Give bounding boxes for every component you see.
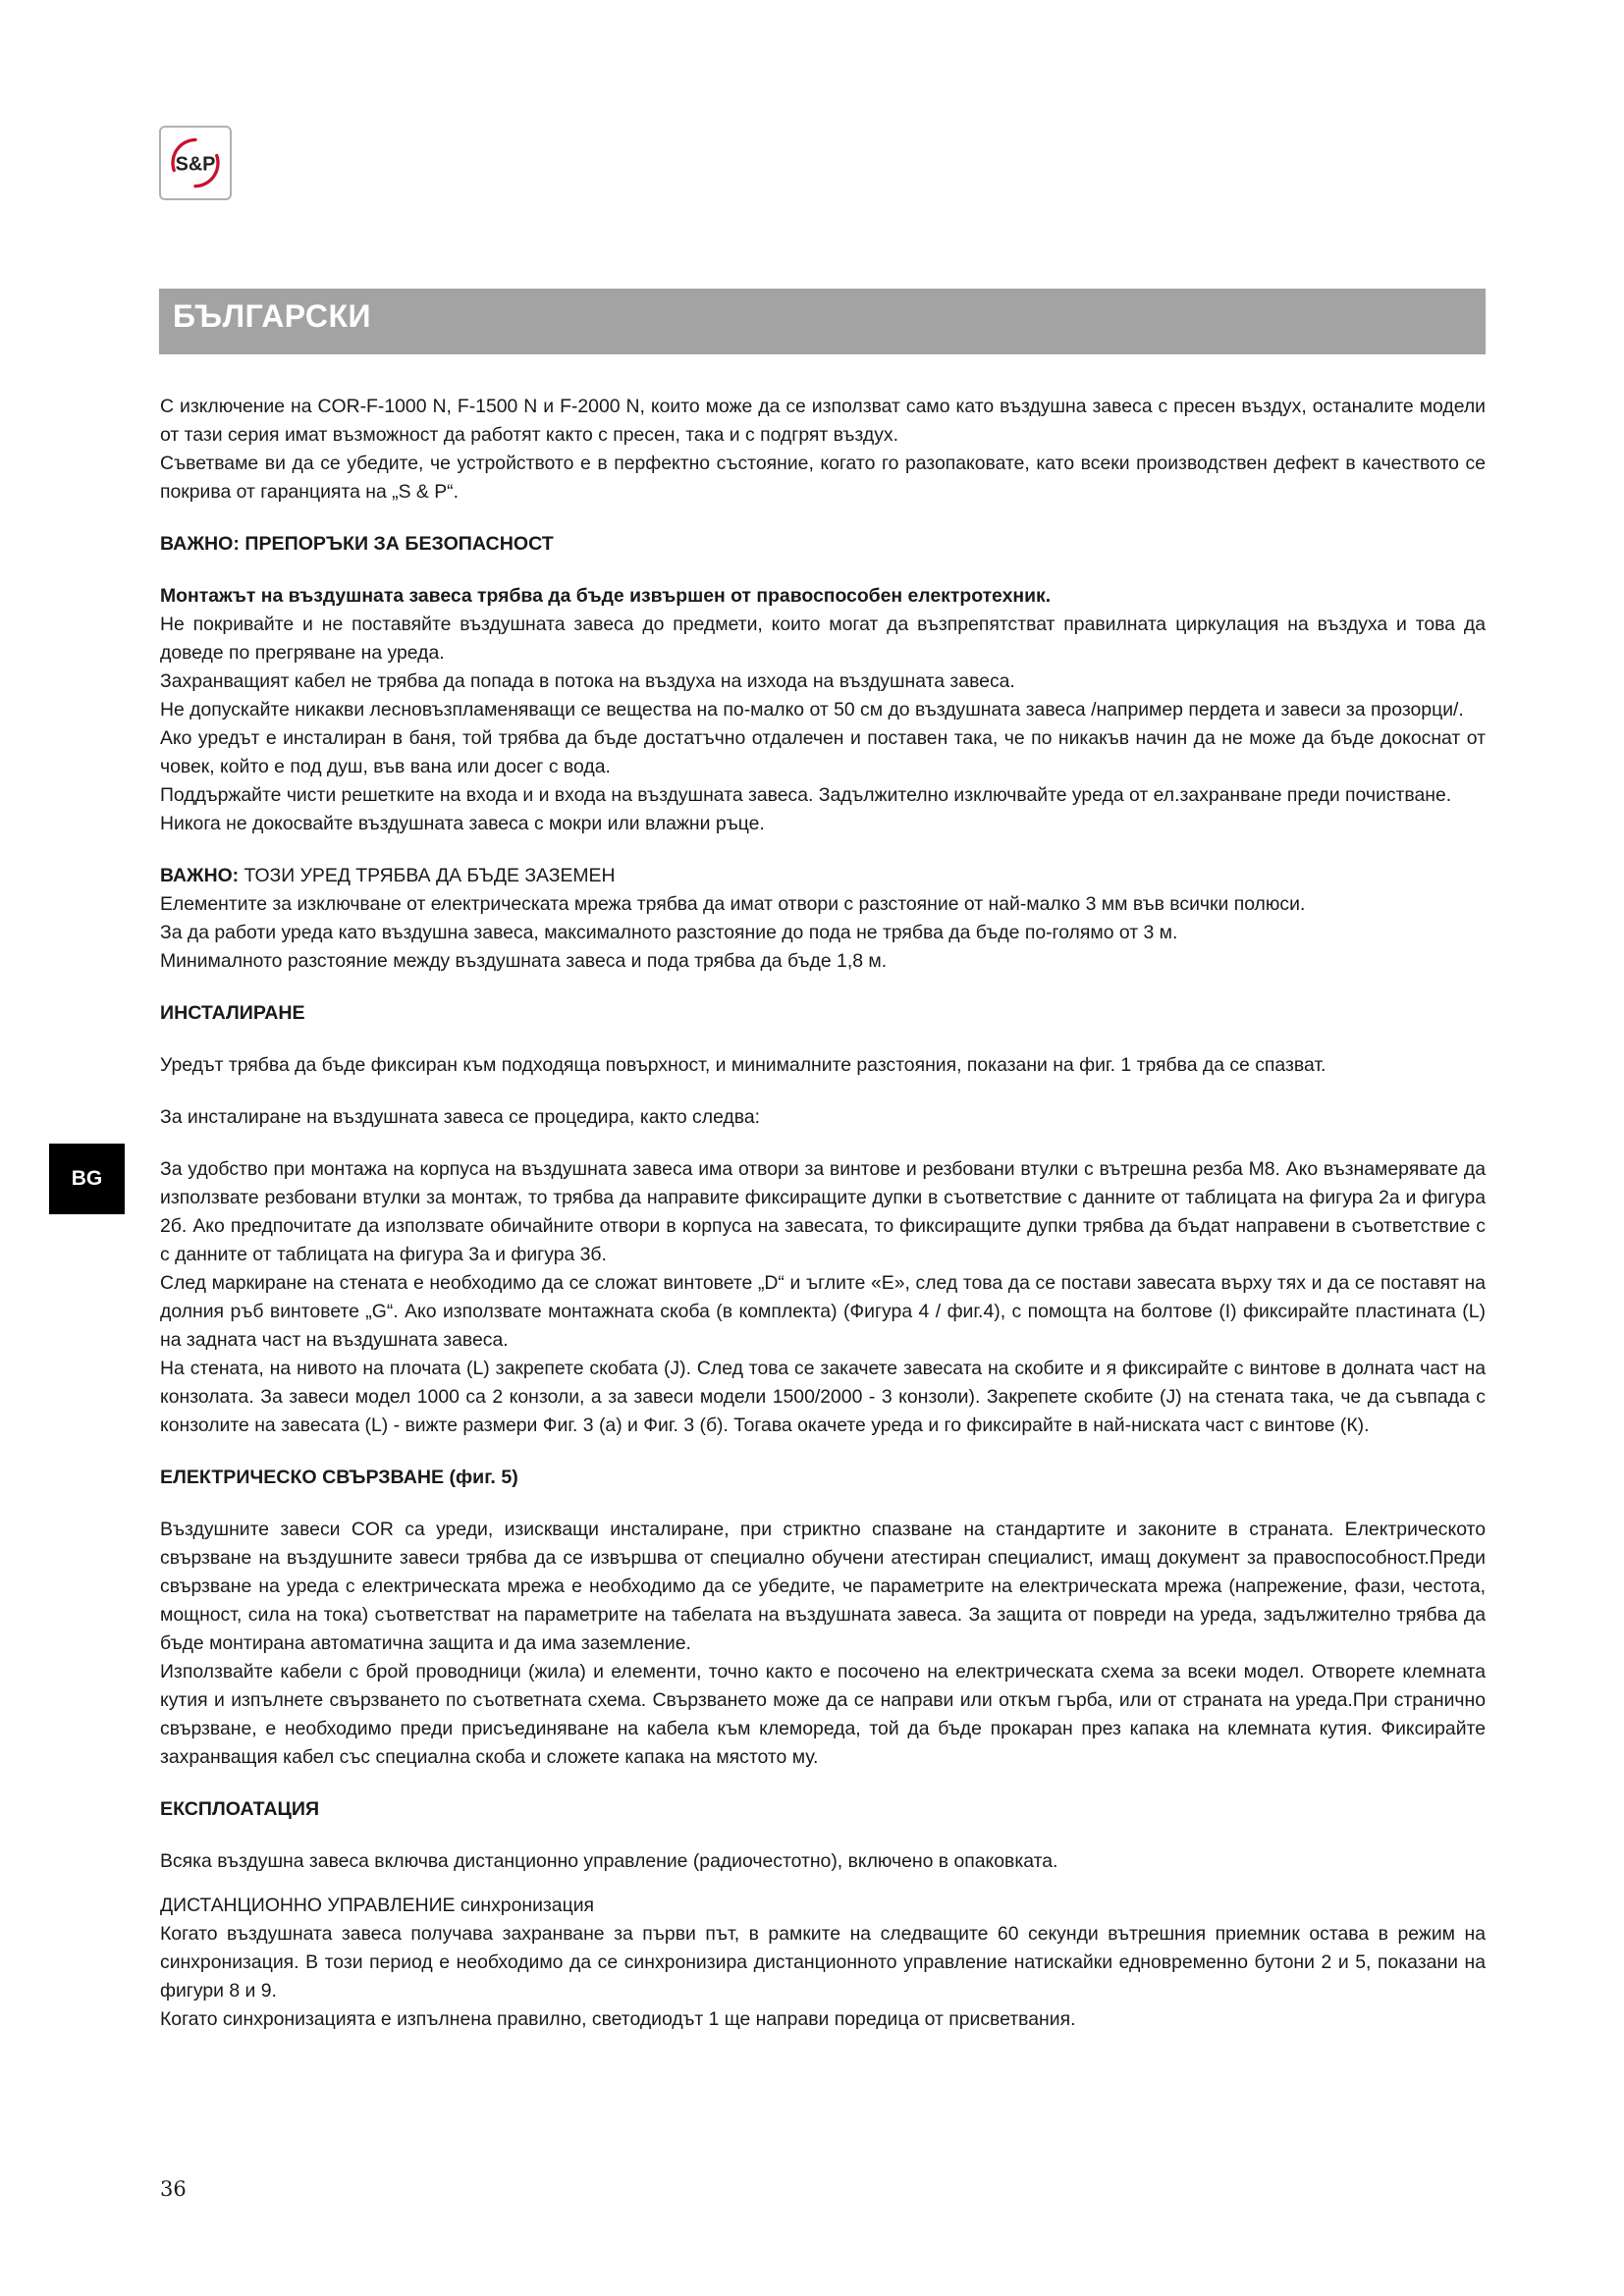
safety-paragraph-1: Не покривайте и не поставяйте въздушната завеса до предмети, които могат да възпрепятстват правилната циркулация на въздуха и това да доведе по прегряване на уреда. <box>160 614 1486 664</box>
remote-sync-subheading-caps: ДИСТАНЦИОННО УПРАВЛЕНИЕ <box>160 1895 456 1916</box>
document-body <box>160 393 1486 2034</box>
grounding-heading-bold: ВАЖНО: <box>160 865 240 886</box>
safety-paragraph-2: Захранващият кабел не трябва да попада в потока на въздуха на изхода на въздушната завеса. <box>160 670 1015 692</box>
section-title: БЪЛГАРСКИ <box>173 298 371 334</box>
installation-paragraph-5: На стената, на нивото на плочата (L) закрепете скобата (J). След това се закачете завесата на скобите и я фиксирайте с винтове в долната част на конзолата. За завеси модел 1000 са 2 конзоли, а за завеси модели 1500/2000 - 3 конзоли). Закрепете скобите (J) на стената така, че да съвпада с конзолите на завесата (L) - вижте размери Фиг. 3 (а) и Фиг. 3 (б). Тогава окачете уреда и го фиксирайте в най-ниската част с винтове (К). <box>160 1358 1486 1436</box>
electrical-heading: ЕЛЕКТРИЧЕСКО СВЪРЗВАНЕ (фиг. 5) <box>160 1467 518 1488</box>
grounding-paragraph-3: Минималното разстояние между въздушната завеса и пода трябва да бъде 1,8 м. <box>160 950 888 972</box>
safety-paragraph-6: Никога не докосвайте въздушната завеса с мокри или влажни ръце. <box>160 813 765 834</box>
safety-lead: Монтажът на въздушната завеса трябва да бъде извършен от правоспособен електротехник. <box>160 585 1052 607</box>
grounding-heading <box>160 862 1486 890</box>
grounding-heading-rest: ТОЗИ УРЕД ТРЯБВА ДА БЪДЕ ЗАЗЕМЕН <box>239 865 616 886</box>
operation-paragraph-3: Когато синхронизацията е изпълнена правилно, светодиодът 1 ще направи поредица от присветвания. <box>160 2008 1076 2030</box>
intro-paragraph-2: Съветваме ви да се убедите, че устройството е в перфектно състояние, когато го разопаковате, като всеки производствен дефект в качеството се покрива от гаранцията на „S & P“. <box>160 453 1486 503</box>
operation-heading: ЕКСПЛОАТАЦИЯ <box>160 1798 320 1820</box>
operation-paragraph-1: Всяка въздушна завеса включва дистанционно управление (радиочестотно), включено в опаковката. <box>160 1850 1058 1872</box>
grounding-paragraph-2: За да работи уреда като въздушна завеса, максималното разстояние до пода не трябва да бъде по-голямо от 3 м. <box>160 922 1178 943</box>
operation-paragraph-2: Когато въздушната завеса получава захранване за първи път, в рамките на следващите 60 секунди вътрешния приемник остава в режим на синхронизация. В този период е необходимо да се синхронизира дистанционното управление натискайки едновременно бутони 2 и 5, показани на фигури 8 и 9. <box>160 1923 1486 2002</box>
electrical-paragraph-2: Използвайте кабели с брой проводници (жила) и елементи, точно както е посочено на електрическата схема за всеки модел. Отворете клемната кутия и изпълнете свързването по съответната схема. Свързването може да се направи или откъм гърба, или от страната на уреда.При странично свързване, е необходимо преди присъединяване на кабела към клемореда, той да бъде прокаран през капака на клемната кутия. Фиксирайте захранващия кабел със специална скоба и сложете капака на мястото му. <box>160 1661 1486 1768</box>
section-title-bar <box>159 289 1486 354</box>
installation-paragraph-1: Уредът трябва да бъде фиксиран към подходяща повърхност, и минималните разстояния, показани на фиг. 1 трябва да се спазват. <box>160 1054 1326 1076</box>
installation-heading: ИНСТАЛИРАНЕ <box>160 1002 305 1024</box>
language-tab-label: BG <box>71 1167 103 1190</box>
installation-paragraph-2: За инсталиране на въздушната завеса се процедира, както следва: <box>160 1106 760 1128</box>
logo-text: S&P <box>175 153 216 176</box>
remote-sync-subheading <box>160 1892 1486 1920</box>
safety-paragraph-3: Не допускайте никакви лесновъзпламеняващи се вещества на по-малко от 50 см до въздушната завеса /например пердета и завеси за прозорци/. <box>160 699 1464 721</box>
installation-paragraph-3: За удобство при монтажа на корпуса на въздушната завеса има отвори за винтове и резбовани втулки с вътрешна резба М8. Ако възнамерявате да използвате резбовани втулки за монтаж, то трябва да направите фиксиращите дупки в съответствие с данните от таблицата на фигура 2а и фигура 2б. Ако предпочитате да използвате обичайните отвори в корпуса на завесата, то фиксиращите дупки трябва да бъдат направени в съответствие с с данните от таблицата на фигура 3а и фигура 3б. <box>160 1158 1486 1265</box>
language-tab <box>49 1144 125 1214</box>
brand-logo <box>159 126 232 200</box>
electrical-paragraph-1: Въздушните завеси COR са уреди, изискващи инсталиране, при стриктно спазване на стандартите и законите в страната. Електрическото свързване на въздушните завеси трябва да се извършва от специално обучени атестиран специалист, имащ документ за правоспособност.Преди свързване на уреда с електрическата мрежа е необходимо да се убедите, че параметрите на електрическата мрежа (напрежение, фази, честота, мощност, сила на тока) съответстват на параметрите на табелата на въздушната завеса. За защита от повреди на уреда, задължително трябва да бъде монтирана автоматична защита и да има заземление. <box>160 1519 1486 1654</box>
sp-logo-icon <box>161 128 230 198</box>
remote-sync-subheading-rest: синхронизация <box>455 1895 595 1916</box>
safety-paragraph-5: Поддържайте чисти решетките на входа и и входа на въздушната завеса. Задължително изключвайте уреда от ел.захранване преди почистване. <box>160 784 1452 806</box>
installation-paragraph-4: След маркиране на стената е необходимо да се сложат винтовете „D“ и ъглите «Е», след това да се постави завесата върху тях и да се поставят на долния ръб винтовете „G“. Ако използвате монтажната скоба (в комплекта) (Фигура 4 / фиг.4), с помощта на болтове (I) фиксирайте пластината (L) на задната част на въздушната завеса. <box>160 1272 1486 1351</box>
safety-paragraph-4: Ако уредът е инсталиран в баня, той трябва да бъде достатъчно отдалечен и поставен така, че по никакъв начин да не може да бъде докоснат от човек, който е под душ, във вана или досег с вода. <box>160 727 1486 777</box>
safety-heading: ВАЖНО: ПРЕПОРЪКИ ЗА БЕЗОПАСНОСТ <box>160 533 554 555</box>
intro-paragraph-1: С изключение на COR-F-1000 N, F-1500 N и F-2000 N, които може да се използват само като въздушна завеса с пресен въздух, останалите модели от тази серия имат възможност да работят както с пресен, така и с подгрят въздух. <box>160 396 1486 446</box>
page-number: 36 <box>160 2177 187 2201</box>
grounding-paragraph-1: Елементите за изключване от електрическата мрежа трябва да имат отвори с разстояние от най-малко 3 мм във всички полюси. <box>160 893 1306 915</box>
